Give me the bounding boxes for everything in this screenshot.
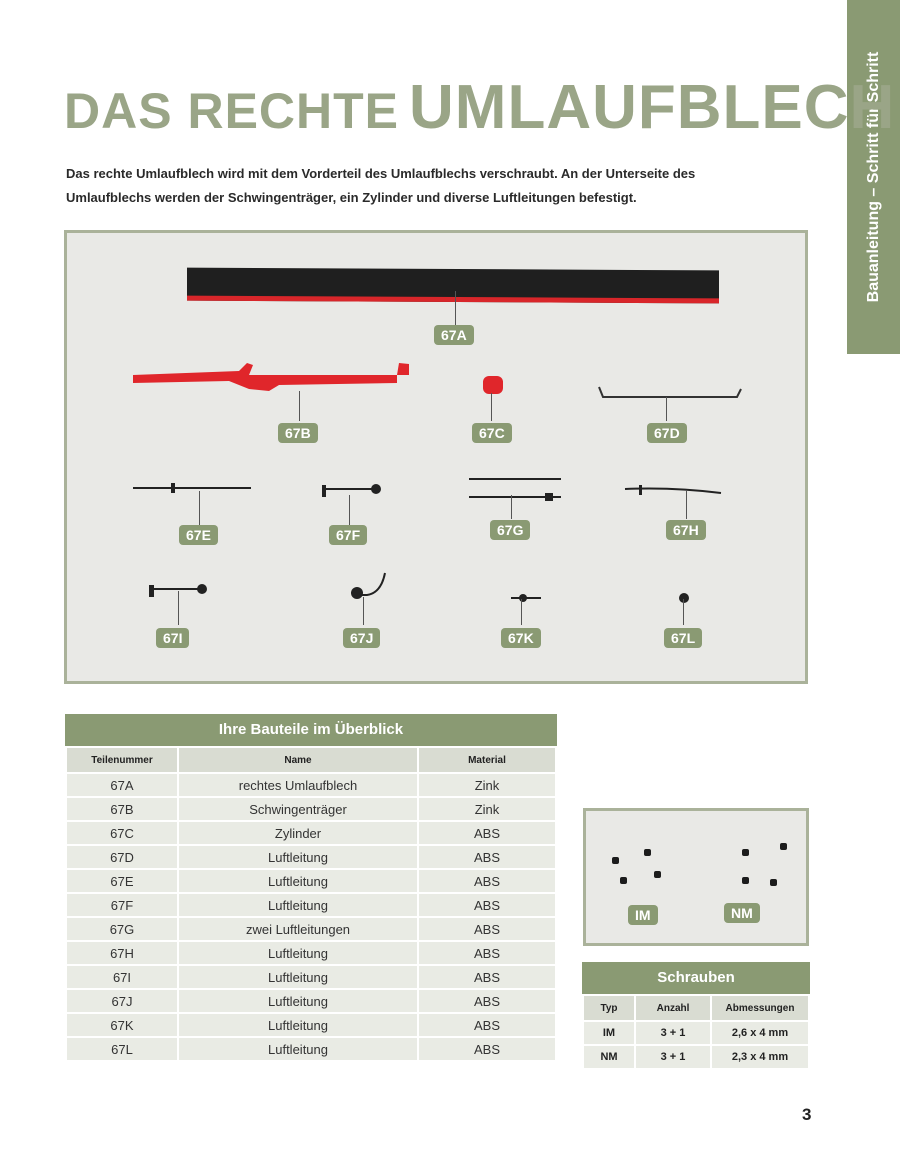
leader-67i bbox=[178, 591, 179, 625]
screw-im bbox=[620, 877, 627, 884]
cell-material: ABS bbox=[418, 965, 556, 989]
cell-abmessungen: 2,3 x 4 mm bbox=[711, 1045, 809, 1069]
leader-67k bbox=[521, 599, 522, 625]
cell-material: Zink bbox=[418, 773, 556, 797]
cell-material: ABS bbox=[418, 893, 556, 917]
cell-abmessungen: 2,6 x 4 mm bbox=[711, 1021, 809, 1045]
label-67k: 67K bbox=[501, 628, 541, 648]
cell-name: zwei Luftleitungen bbox=[178, 917, 418, 941]
part-67d-image bbox=[597, 385, 747, 405]
cell-part-number: 67C bbox=[66, 821, 178, 845]
label-67l: 67L bbox=[664, 628, 702, 648]
cell-material: ABS bbox=[418, 917, 556, 941]
cell-name: Luftleitung bbox=[178, 989, 418, 1013]
header-teilenummer: Teilenummer bbox=[66, 747, 178, 773]
label-67e: 67E bbox=[179, 525, 218, 545]
table-row bbox=[66, 797, 556, 821]
label-67b: 67B bbox=[278, 423, 318, 443]
table-row bbox=[66, 941, 556, 965]
intro-text: Das rechte Umlaufblech wird mit dem Vorderteil des Umlaufblechs verschraubt. An der Unterseite des Umlaufblechs werden der Schwingenträger, ein Zylinder und diverse Luftleitungen befestigt. bbox=[66, 166, 696, 205]
table-row bbox=[66, 989, 556, 1013]
cell-part-number: 67H bbox=[66, 941, 178, 965]
cell-name: Luftleitung bbox=[178, 893, 418, 917]
label-67j: 67J bbox=[343, 628, 380, 648]
header-anzahl: Anzahl bbox=[635, 995, 711, 1021]
page-title bbox=[64, 72, 895, 142]
label-67i: 67I bbox=[156, 628, 189, 648]
cell-name: rechtes Umlaufblech bbox=[178, 773, 418, 797]
cell-anzahl: 3 + 1 bbox=[635, 1021, 711, 1045]
cell-material: ABS bbox=[418, 869, 556, 893]
title-part2: UMLAUFBLECH bbox=[409, 73, 896, 142]
cell-material: ABS bbox=[418, 1037, 556, 1061]
part-67a-image bbox=[187, 268, 719, 304]
cell-material: ABS bbox=[418, 989, 556, 1013]
screw-nm bbox=[742, 877, 749, 884]
part-67f-image bbox=[320, 479, 384, 499]
cell-name: Luftleitung bbox=[178, 941, 418, 965]
leader-67a bbox=[455, 291, 456, 327]
leader-67b bbox=[299, 391, 300, 421]
table-row bbox=[66, 773, 556, 797]
header-typ: Typ bbox=[583, 995, 635, 1021]
cell-name: Luftleitung bbox=[178, 1013, 418, 1037]
page-number: 3 bbox=[802, 1105, 812, 1124]
cell-material: ABS bbox=[418, 1013, 556, 1037]
label-67f: 67F bbox=[329, 525, 367, 545]
header-abmessungen: Abmessungen bbox=[711, 995, 809, 1021]
part-67c-image bbox=[483, 376, 503, 394]
cell-material: ABS bbox=[418, 845, 556, 869]
table-row bbox=[583, 1045, 809, 1069]
table-row bbox=[66, 821, 556, 845]
cell-name: Luftleitung bbox=[178, 1037, 418, 1061]
part-67e-image bbox=[131, 481, 253, 495]
side-tab-label: Bauanleitung – Schritt für Schritt bbox=[864, 51, 882, 303]
cell-name: Luftleitung bbox=[178, 869, 418, 893]
table-row bbox=[66, 965, 556, 989]
cell-part-number: 67F bbox=[66, 893, 178, 917]
cell-part-number: 67E bbox=[66, 869, 178, 893]
leader-67e bbox=[199, 491, 200, 525]
header-name: Name bbox=[178, 747, 418, 773]
cell-part-number: 67K bbox=[66, 1013, 178, 1037]
leader-67c bbox=[491, 393, 492, 421]
cell-part-number: 67L bbox=[66, 1037, 178, 1061]
parts-photo bbox=[64, 230, 808, 684]
table-row bbox=[66, 1037, 556, 1061]
side-tab bbox=[847, 0, 900, 354]
cell-part-number: 67G bbox=[66, 917, 178, 941]
screw-im bbox=[644, 849, 651, 856]
table-row bbox=[66, 893, 556, 917]
part-67h-image bbox=[623, 483, 723, 497]
part-67l-image bbox=[673, 591, 695, 605]
cell-typ: IM bbox=[583, 1021, 635, 1045]
leader-67f bbox=[349, 495, 350, 525]
screw-im bbox=[654, 871, 661, 878]
screws-photo bbox=[583, 808, 809, 946]
label-67d: 67D bbox=[647, 423, 687, 443]
cell-part-number: 67J bbox=[66, 989, 178, 1013]
label-im: IM bbox=[628, 905, 658, 925]
cell-part-number: 67D bbox=[66, 845, 178, 869]
label-67c: 67C bbox=[472, 423, 512, 443]
cell-name: Luftleitung bbox=[178, 845, 418, 869]
part-67k-image bbox=[509, 593, 543, 603]
cell-anzahl: 3 + 1 bbox=[635, 1045, 711, 1069]
cell-part-number: 67I bbox=[66, 965, 178, 989]
label-67a: 67A bbox=[434, 325, 474, 345]
table-row bbox=[66, 1013, 556, 1037]
label-67g: 67G bbox=[490, 520, 530, 540]
screw-im bbox=[612, 857, 619, 864]
cell-material: Zink bbox=[418, 797, 556, 821]
label-nm: NM bbox=[724, 903, 760, 923]
bauteile-header-row bbox=[66, 747, 556, 773]
leader-67h bbox=[686, 491, 687, 519]
label-67h: 67H bbox=[666, 520, 706, 540]
cell-material: ABS bbox=[418, 821, 556, 845]
part-67b-image bbox=[129, 361, 409, 406]
schrauben-table bbox=[582, 962, 810, 1070]
screw-nm bbox=[780, 843, 787, 850]
cell-material: ABS bbox=[418, 941, 556, 965]
part-67j-image bbox=[347, 567, 397, 607]
schrauben-title: Schrauben bbox=[582, 962, 810, 994]
cell-name: Luftleitung bbox=[178, 965, 418, 989]
header-material: Material bbox=[418, 747, 556, 773]
cell-name: Zylinder bbox=[178, 821, 418, 845]
leader-67d bbox=[666, 397, 667, 421]
table-row bbox=[66, 869, 556, 893]
leader-67j bbox=[363, 597, 364, 625]
schrauben-header-row bbox=[583, 995, 809, 1021]
table-row bbox=[583, 1021, 809, 1045]
leader-67g bbox=[511, 495, 512, 519]
part-67i-image bbox=[147, 579, 213, 603]
part-67g-image bbox=[467, 473, 567, 503]
cell-name: Schwingenträger bbox=[178, 797, 418, 821]
bauteile-title: Ihre Bauteile im Überblick bbox=[65, 714, 557, 746]
table-row bbox=[66, 917, 556, 941]
leader-67l bbox=[683, 599, 684, 625]
screw-nm bbox=[742, 849, 749, 856]
cell-typ: NM bbox=[583, 1045, 635, 1069]
table-row bbox=[66, 845, 556, 869]
cell-part-number: 67B bbox=[66, 797, 178, 821]
title-part1: DAS RECHTE bbox=[64, 83, 400, 139]
cell-part-number: 67A bbox=[66, 773, 178, 797]
screw-nm bbox=[770, 879, 777, 886]
bauteile-table bbox=[65, 714, 557, 1062]
